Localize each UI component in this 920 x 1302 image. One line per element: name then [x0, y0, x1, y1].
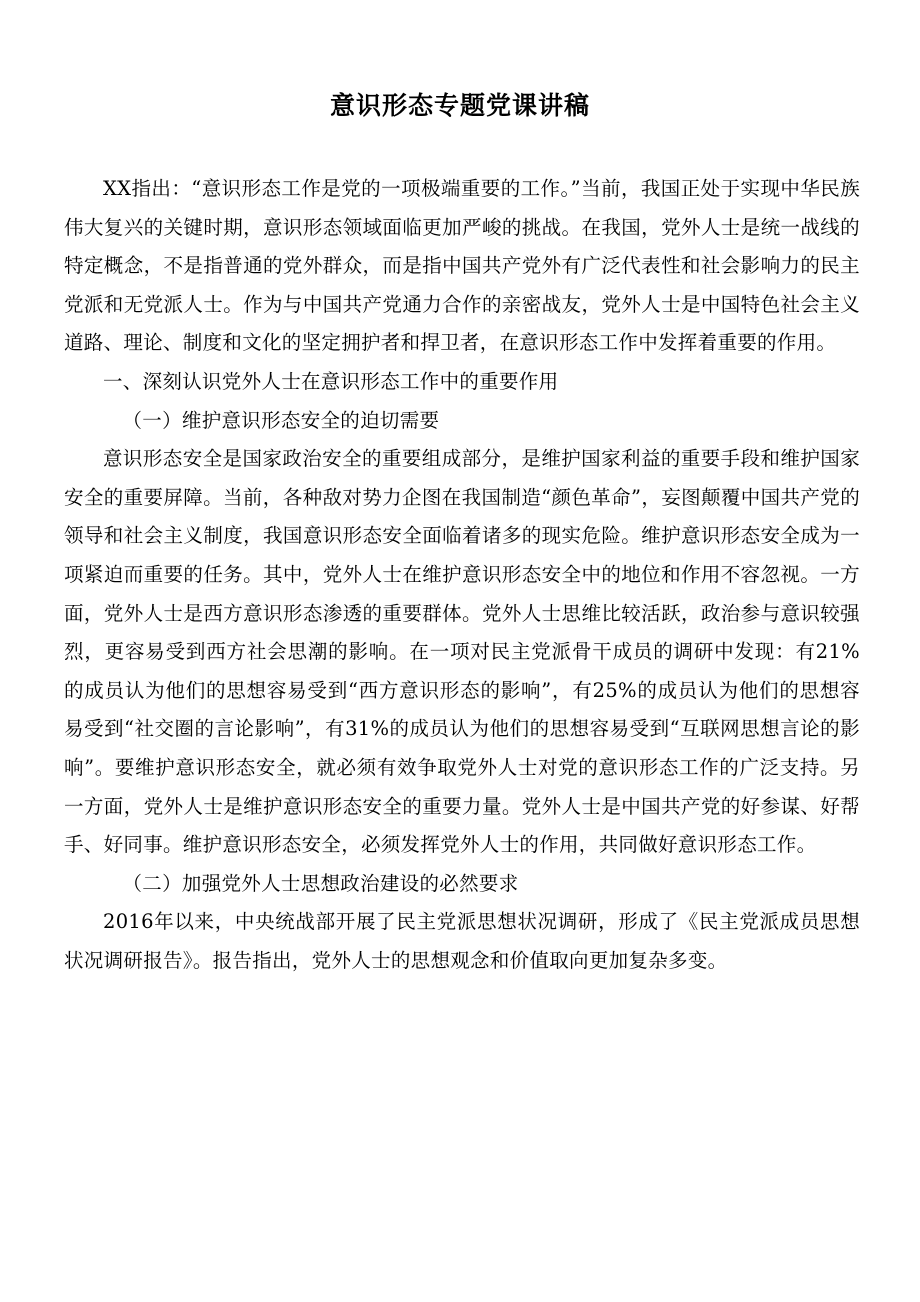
- paragraph-intro: XX指出：“意识形态工作是党的一项极端重要的工作。”当前，我国正处于实现中华民族伟大复兴的关键时期，意识形态领域面临更加严峻的挑战。在我国，党外人士是统一战线的特定概念，不是指普通的党外群众，而是指中国共产党外有广泛代表性和社会影响力的民主党派和无党派人士。作为与中国共产党通力合作的亲密战友，党外人士是中国特色社会主义道路、理论、制度和文化的坚定拥护者和捍卫者，在意识形态工作中发挥着重要的作用。: [64, 177, 860, 355]
- document-body: [64, 170, 860, 980]
- section-heading-1: 一、深刻认识党外人士在意识形态工作中的重要作用: [103, 369, 559, 393]
- subsection-heading-1: （一）维护意识形态安全的迫切需要: [122, 408, 440, 432]
- subsection-heading-2: （二）加强党外人士思想政治建设的必然要求: [122, 871, 519, 895]
- document-title: 意识形态专题党课讲稿: [329, 91, 590, 120]
- paragraph-survey: 2016年以来，中央统战部开展了民主党派思想状况调研，形成了《民主党派成员思想状况调研报告》。报告指出，党外人士的思想观念和价值取向更加复杂多变。: [64, 910, 860, 972]
- paragraph-security: 意识形态安全是国家政治安全的重要组成部分，是维护国家利益的重要手段和维护国家安全的重要屏障。当前，各种敌对势力企图在我国制造“颜色革命”，妄图颠覆中国共产党的领导和社会主义制度，我国意识形态安全面临着诸多的现实危险。维护意识形态安全成为一项紧迫而重要的任务。其中，党外人士在维护意识形态安全中的地位和作用不容忽视。一方面，党外人士是西方意识形态渗透的重要群体。党外人士思维比较活跃，政治参与意识较强烈，更容易受到西方社会思潮的影响。在一项对民主党派骨干成员的调研中发现：有21%的成员认为他们的思想容易受到“西方意识形态的影响”，有25%的成员认为他们的思想容易受到“社交圈的言论影响”，有31%的成员认为他们的思想容易受到“互联网思想言论的影响”。要维护意识形态安全，就必须有效争取党外人士对党的意识形态工作的广泛支持。另一方面，党外人士是维护意识形态安全的重要力量。党外人士是中国共产党的好参谋、好帮手、好同事。维护意识形态安全，必须发挥党外人士的作用，共同做好意识形态工作。: [64, 447, 860, 857]
